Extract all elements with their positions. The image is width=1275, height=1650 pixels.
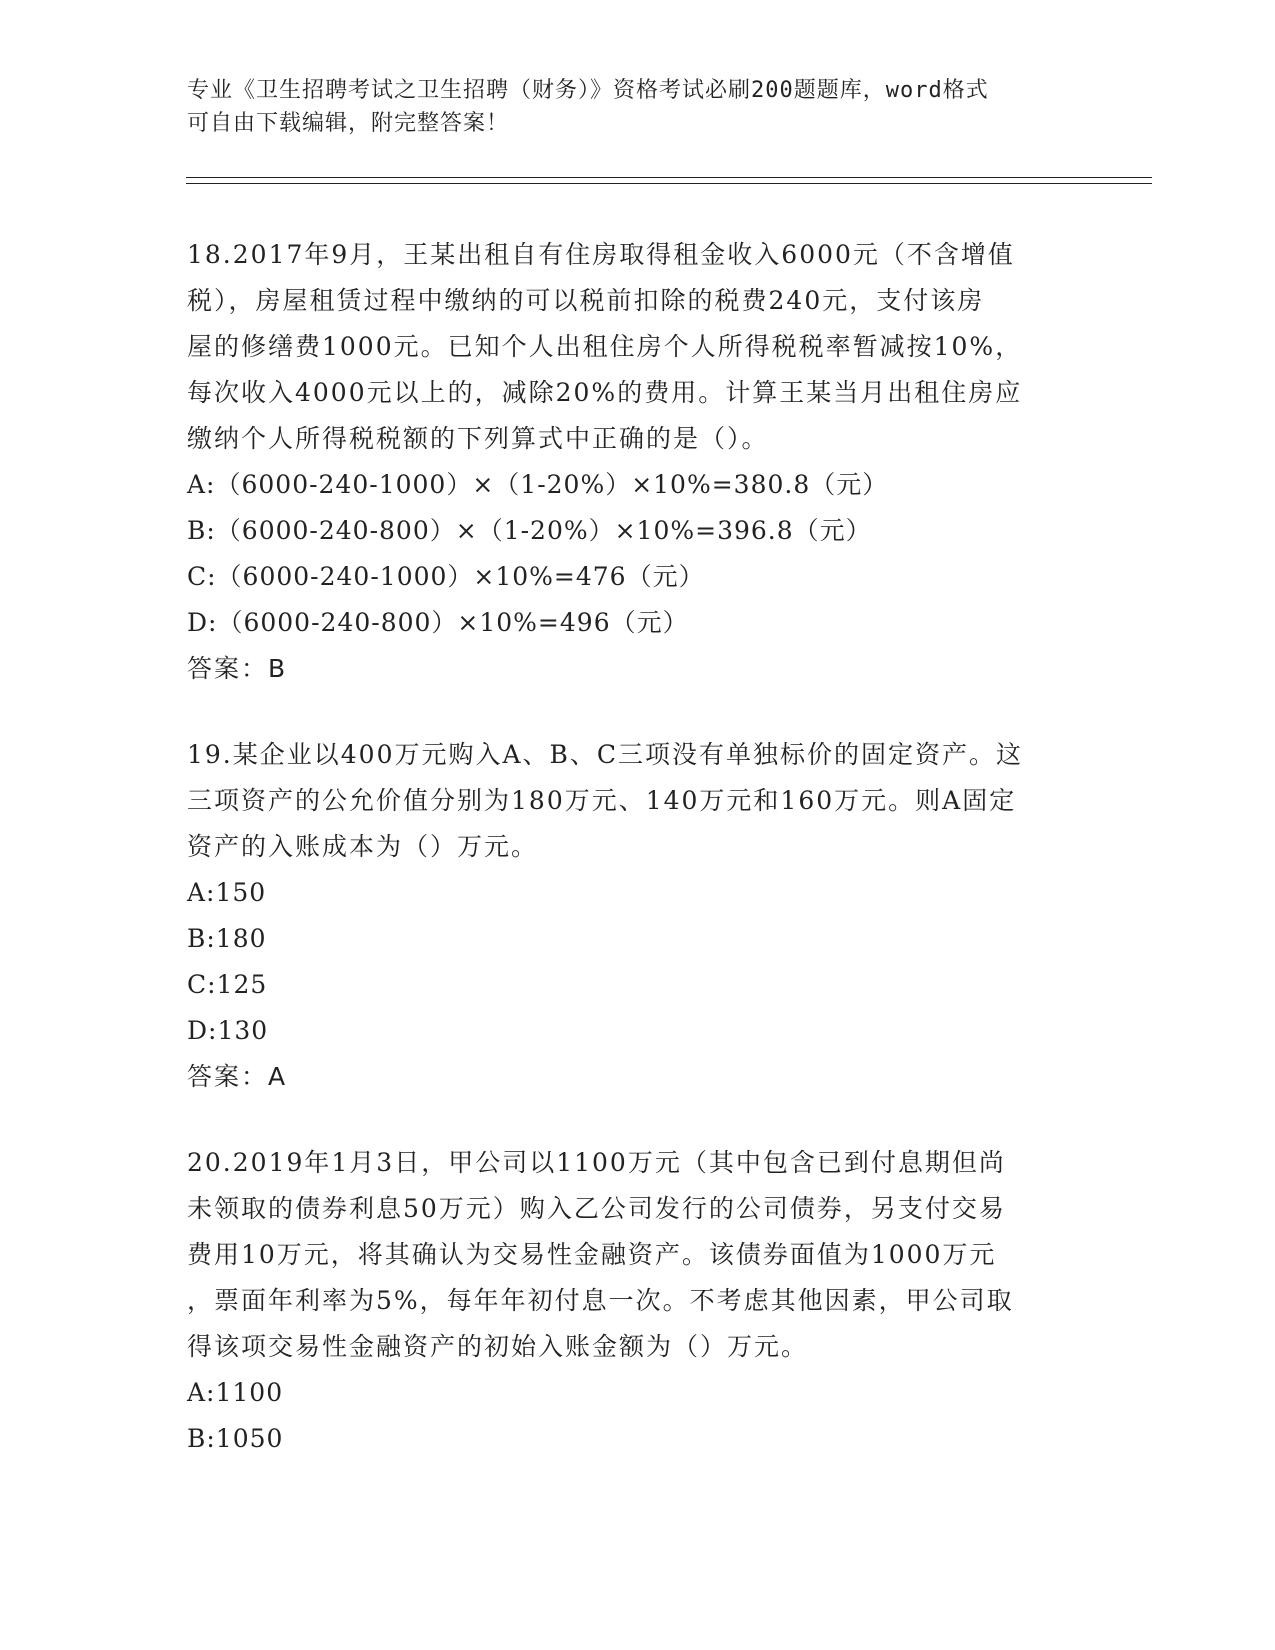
question-20 bbox=[187, 1140, 1087, 1462]
option-d: D:（6000-240-800）×10%=496（元） bbox=[187, 608, 689, 637]
question-stem bbox=[187, 232, 1087, 462]
header-title-line-2: 可自由下载编辑，附完整答案！ bbox=[187, 111, 510, 136]
question-18 bbox=[187, 232, 1087, 692]
option-b: B:180 bbox=[187, 924, 267, 953]
option-a: A:（6000-240-1000）×（1-20%）×10%=380.8（元） bbox=[187, 470, 889, 499]
stem-line: 费用10万元，将其确认为交易性金融资产。该债券面值为1000万元 bbox=[187, 1240, 997, 1269]
stem-line: 每次收入4000元以上的，减除20%的费用。计算王某当月出租住房应 bbox=[187, 378, 1023, 407]
option-b: B:1050 bbox=[187, 1424, 284, 1453]
stem-line: 屋的修缮费1000元。已知个人出租住房个人所得税税率暂减按10%， bbox=[187, 332, 1023, 361]
option-b: B:（6000-240-800）×（1-20%）×10%=396.8（元） bbox=[187, 516, 872, 545]
stem-line: 缴纳个人所得税税额的下列算式中正确的是（）。 bbox=[187, 424, 769, 453]
stem-line: 得该项交易性金融资产的初始入账金额为（）万元。 bbox=[187, 1332, 809, 1361]
stem-line: 资产的入账成本为（）万元。 bbox=[187, 832, 539, 861]
stem-line: 税），房屋租赁过程中缴纳的可以税前扣除的税费240元，支付该房 bbox=[187, 286, 985, 315]
stem-line: 20.2019年1月3日，甲公司以1100万元（其中包含已到付息期但尚 bbox=[187, 1148, 1006, 1177]
option-c: C:125 bbox=[187, 970, 268, 999]
stem-line: 18.2017年9月，王某出租自有住房取得租金收入6000元（不含增值 bbox=[187, 240, 1015, 269]
answer-text: 答案：A bbox=[187, 1062, 288, 1091]
stem-line: 三项资产的公允价值分别为180万元、140万元和160万元。则A固定 bbox=[187, 786, 1017, 815]
stem-line: 未领取的债券利息50万元）购入乙公司发行的公司债券，另支付交易 bbox=[187, 1194, 1006, 1223]
stem-line: ，票面年利率为5%，每年年初付息一次。不考虑其他因素，甲公司取 bbox=[187, 1286, 1014, 1315]
header-divider-top bbox=[186, 177, 1152, 178]
option-a: A:150 bbox=[187, 878, 267, 907]
answer-text: 答案：B bbox=[187, 654, 288, 683]
option-d: D:130 bbox=[187, 1016, 269, 1045]
question-stem bbox=[187, 732, 1087, 870]
question-stem bbox=[187, 1140, 1087, 1370]
stem-line: 19.某企业以400万元购入A、B、C三项没有单独标价的固定资产。这 bbox=[187, 740, 1024, 769]
header-divider-bottom bbox=[186, 183, 1152, 184]
document-header bbox=[187, 74, 1067, 140]
question-19 bbox=[187, 732, 1087, 1100]
option-c: C:（6000-240-1000）×10%=476（元） bbox=[187, 562, 705, 591]
option-a: A:1100 bbox=[187, 1378, 284, 1407]
header-title-line-1: 专业《卫生招聘考试之卫生招聘（财务）》资格考试必刷200题题库，word格式 bbox=[187, 78, 989, 103]
